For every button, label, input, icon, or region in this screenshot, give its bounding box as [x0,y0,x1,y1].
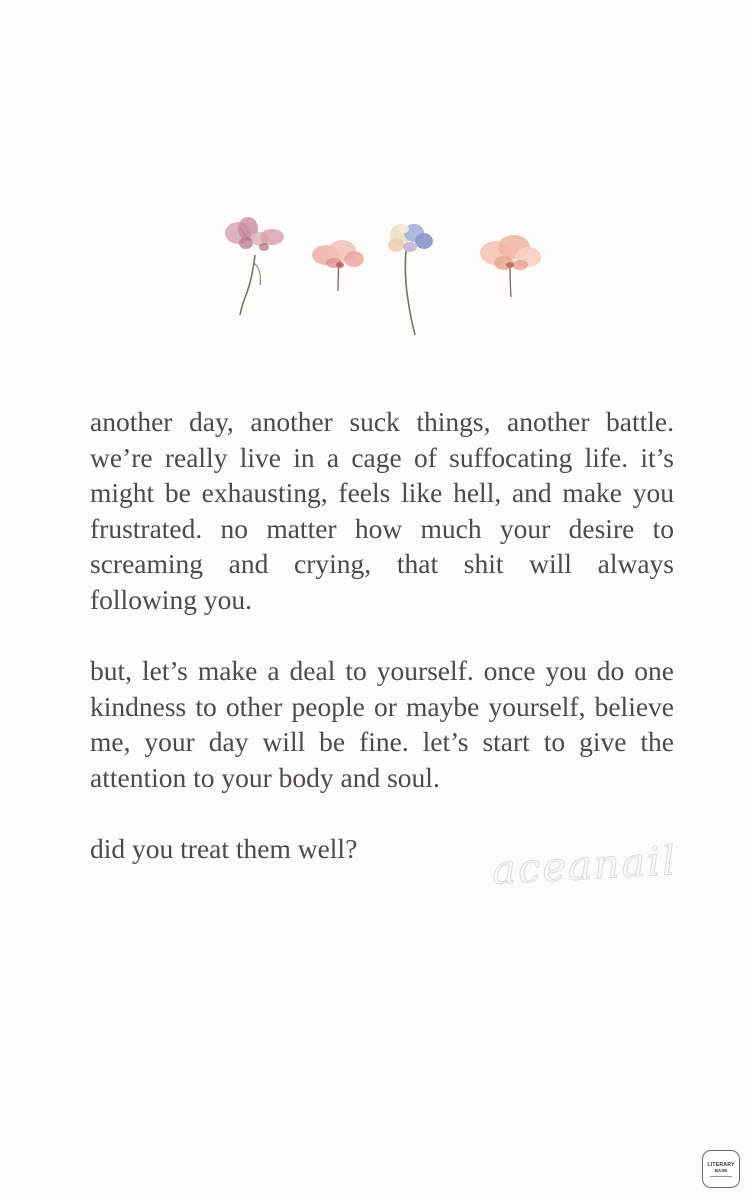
pressed-flowers [210,215,560,340]
pressed-flower-blue-icon [388,224,433,335]
poem-paragraph-1: another day, another suck things, another battle. we’re really live in a cage of suffocating life. it’s might be exhausting, feels like hell, and make you frustrated. no matter how much your desire to screaming and crying, that shit will always following you. [90,406,674,615]
pressed-flower-coral-icon [312,240,364,291]
logo-text-top: LITERARY [707,1161,735,1168]
author-watermark: aceanail [490,838,679,894]
logo-underline [710,1176,732,1177]
pressed-flower-pink-icon [225,217,284,315]
poem-paragraph-2: but, let’s make a deal to yourself. once you do one kindness to other people or maybe yourself, believe me, your day will be fine. let’s start to give the attention to your body and soul. [90,655,674,793]
logo-text-bottom: BASE [714,1167,728,1173]
literary-base-logo [702,1150,740,1188]
pressed-flower-peach-icon [480,235,541,297]
poem-paragraph-3: did you treat them well? [90,833,358,865]
poem-text [90,404,674,867]
